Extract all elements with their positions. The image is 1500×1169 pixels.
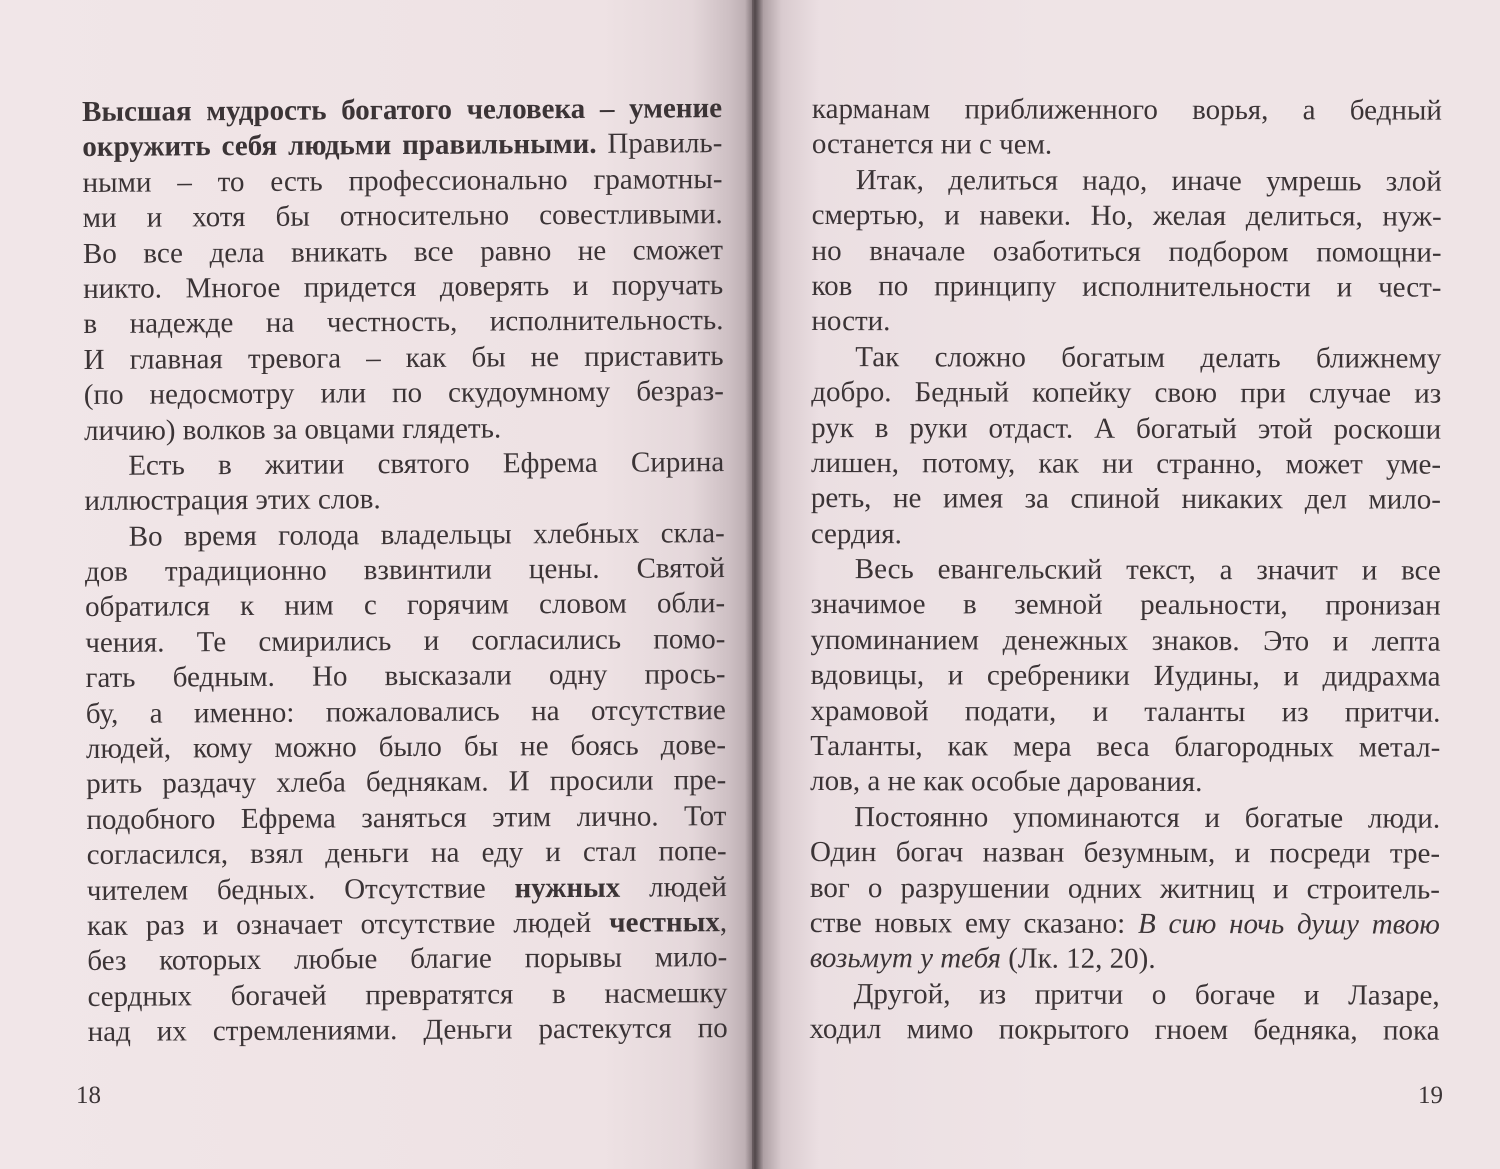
text-segment: лишен, потому, как ни странно, может уме-: [810, 446, 1442, 481]
text-segment: Один богач назван безумным, и посреди тре-: [809, 836, 1441, 870]
text-segment: ми и хотя бы относительно совестливыми.: [82, 198, 723, 235]
text-line: [87, 870, 727, 909]
text-line: [83, 268, 723, 307]
text-line: [810, 658, 1440, 695]
text-line: [810, 800, 1440, 837]
text-segment: без которых любые благие порывы мило-: [87, 941, 728, 978]
text-line: [811, 623, 1441, 660]
text-line: [83, 197, 723, 236]
text-segment: останется ни с чем.: [811, 128, 1053, 162]
text-line: [811, 446, 1441, 483]
text-segment: обратился к ним с горячим словом обли-: [85, 587, 726, 624]
text-segment: возьмут у тебя: [809, 942, 1002, 975]
text-segment: смертью, и навеки. Но, желая делиться, нуж-: [811, 199, 1442, 233]
text-line: [812, 163, 1442, 200]
text-segment: но вначале озаботиться подбором помощни-: [811, 234, 1442, 269]
text-segment: карманам приближенного ворья, а бедный: [811, 93, 1442, 127]
book-gutter: [745, 0, 763, 1169]
text-line: [811, 587, 1441, 624]
text-segment: (Лк. 12, 20).: [1001, 942, 1156, 976]
text-line: [87, 976, 727, 1015]
text-line: [811, 481, 1441, 518]
text-segment: упоминанием денежных знаков. Это и лепта: [810, 623, 1441, 658]
text-line: [83, 303, 723, 342]
text-segment: чителем бедных. Отсутствие: [86, 871, 515, 907]
text-line: [812, 234, 1442, 271]
text-segment: бу, а именно: пожаловались на отсутствие: [85, 693, 726, 730]
text-segment: людей: [620, 870, 727, 904]
text-line: [82, 91, 722, 130]
text-line: [84, 480, 724, 519]
text-segment: реть, не имея за спиной никаких дел мило-: [810, 482, 1441, 516]
text-line: [87, 940, 727, 979]
text-line: [88, 1011, 728, 1050]
text-segment: Постоянно упоминаются и богатые люди.: [854, 800, 1441, 835]
text-line: [812, 127, 1442, 164]
text-segment: ходил мимо покрытого гноем бедняка, пока: [809, 1013, 1440, 1047]
text-segment: дов традиционно взвинтили цены. Святой: [84, 552, 726, 589]
text-line: [85, 657, 725, 696]
right-page: [752, 0, 1500, 1169]
text-segment: Во время голода владельцы хлебных скла-: [128, 516, 725, 553]
text-segment: сердных богачей превратятся в насмешку: [87, 976, 728, 1013]
text-segment: в надежде на честность, исполнительность.: [83, 304, 724, 341]
text-segment: людей, кому можно было бы не боясь дове-: [85, 729, 727, 766]
text-segment: Правиль-: [596, 127, 723, 161]
text-line: [84, 339, 724, 378]
text-segment: Во все дела вникать все равно не сможет: [82, 233, 724, 270]
text-segment: никто. Многое придется доверять и поручать: [83, 269, 724, 305]
text-line: [87, 905, 727, 944]
text-segment: личию) волков за овцами глядеть.: [83, 411, 502, 447]
text-segment: Есть в житии святого Ефрема Сирина: [128, 445, 725, 482]
text-segment: вог о разрушении одних житниц и строитель-: [809, 871, 1440, 906]
text-line: [84, 445, 724, 484]
text-segment: нужных: [514, 871, 621, 904]
text-line: [85, 516, 725, 555]
text-segment: добро. Бедный копейку свою при случае из: [811, 376, 1442, 410]
text-segment: Итак, делиться надо, иначе умрешь злой: [855, 163, 1442, 198]
text-segment: сердия.: [810, 517, 902, 550]
text-line: [810, 729, 1440, 766]
text-line: [810, 835, 1440, 872]
text-segment: над их стремлениями. Деньги растекутся по: [87, 1012, 728, 1049]
text-line: [809, 1012, 1439, 1049]
text-segment: честных: [609, 906, 720, 939]
text-segment: В сию ночь душу твою: [1138, 907, 1440, 941]
text-segment: рук в руки отдаст. А богатый этой роскоши: [811, 411, 1442, 446]
text-segment: Весь евангельский текст, а значит и все: [854, 553, 1441, 587]
text-segment: Другой, из притчи о богаче и Лазаре,: [853, 977, 1440, 1012]
text-line: [810, 764, 1440, 801]
text-segment: как раз и означает отсутствие людей: [86, 906, 610, 942]
text-line: [810, 871, 1440, 908]
text-segment: лов, а не как особые дарования.: [810, 765, 1203, 799]
text-line: [811, 269, 1441, 306]
text-line: [86, 693, 726, 732]
text-line: [84, 410, 724, 449]
text-segment: значимое в земной реальности, пронизан: [810, 588, 1441, 623]
text-segment: стве новых ему сказано:: [809, 906, 1139, 940]
text-segment: согласился, взял деньги на еду и стал попе-: [86, 835, 727, 872]
text-line: [82, 126, 722, 165]
left-page-text: [82, 91, 728, 1050]
text-line: [86, 728, 726, 767]
text-segment: ков по принципу исполнительности и чест-: [811, 269, 1442, 304]
text-line: [87, 834, 727, 873]
text-segment: ности.: [811, 305, 891, 338]
text-line: [86, 799, 726, 838]
page-number-left: 18: [76, 1082, 101, 1109]
text-line: [86, 763, 726, 802]
text-line: [85, 622, 725, 661]
text-line: [82, 162, 722, 201]
text-segment: И главная тревога – как бы не приставить: [83, 339, 724, 376]
text-segment: (по недосмотру или по скудоумному безраз-: [83, 375, 724, 412]
right-page-text: [809, 92, 1441, 1049]
text-segment: ,: [719, 906, 728, 939]
text-segment: иллюстрация этих слов.: [84, 483, 381, 518]
text-segment: чения. Те смирились и согласились помо-: [85, 622, 726, 659]
text-segment: Так сложно богатым делать ближнему: [855, 340, 1442, 375]
text-line: [85, 551, 725, 590]
text-segment: подобного Ефрема заняться этим лично. Тот: [86, 799, 727, 836]
text-line: [85, 587, 725, 626]
text-line: [83, 233, 723, 272]
text-segment: рить раздачу хлеба беднякам. И просили пре-: [86, 764, 727, 801]
page-number-right: 19: [1418, 1082, 1443, 1109]
text-line: [810, 977, 1440, 1014]
text-line: [811, 375, 1441, 412]
text-line: [810, 941, 1440, 978]
text-line: [811, 517, 1441, 554]
text-line: [812, 198, 1442, 235]
text-segment: ными – то есть профессионально грамотны-: [82, 162, 723, 199]
text-segment: Таланты, как мера веса благородных метал-: [810, 730, 1441, 764]
text-segment: Высшая мудрость богатого человека – умение: [82, 92, 723, 128]
text-line: [811, 304, 1441, 341]
text-line: [84, 374, 724, 413]
text-line: [811, 340, 1441, 377]
text-segment: окружить себя людьми правильными.: [82, 128, 597, 164]
text-segment: вдовицы, и сребреники Иудины, и дидрахма: [810, 659, 1441, 693]
text-line: [811, 411, 1441, 448]
text-line: [811, 552, 1441, 589]
text-line: [810, 906, 1440, 943]
text-segment: храмовой подати, и таланты из притчи.: [810, 694, 1441, 729]
text-line: [812, 92, 1442, 129]
text-segment: гать бедным. Но высказали одну прось-: [85, 658, 726, 695]
text-line: [810, 694, 1440, 731]
